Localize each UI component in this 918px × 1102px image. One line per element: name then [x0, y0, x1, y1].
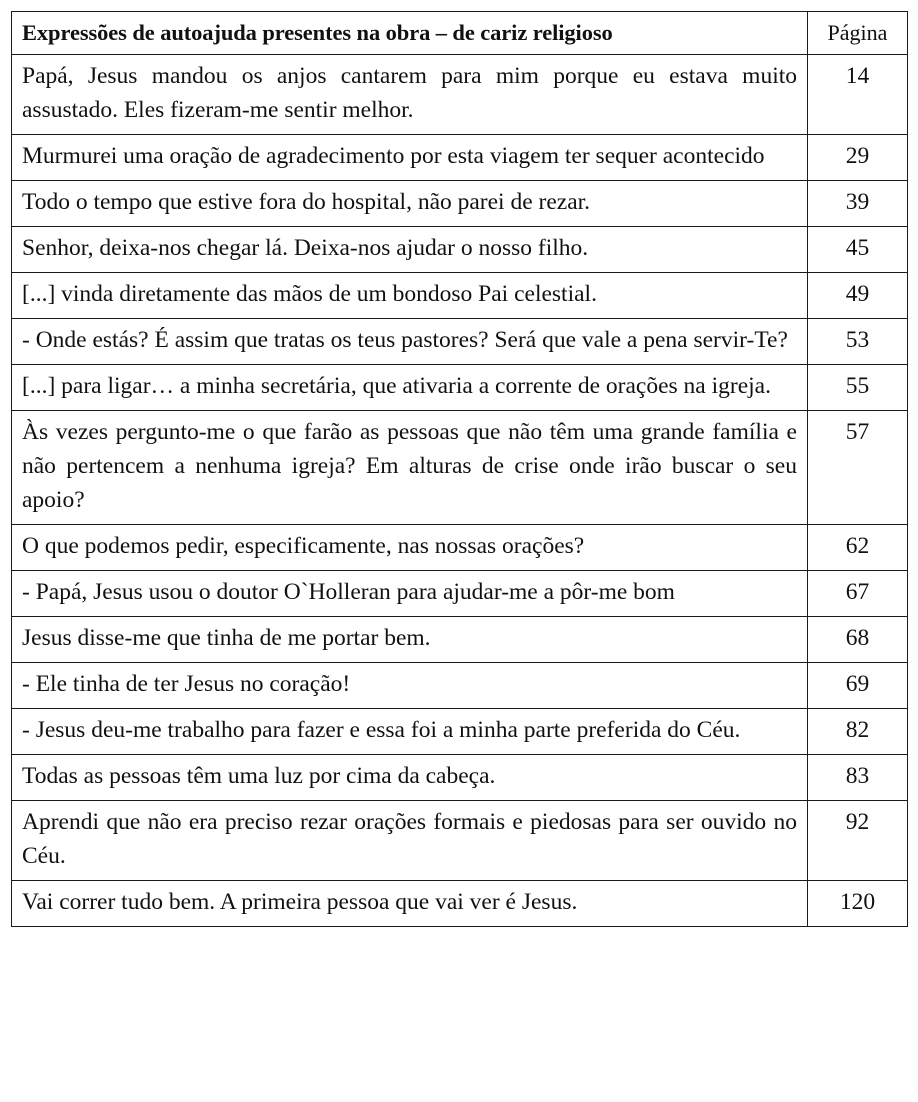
- table-header-row: [12, 12, 908, 55]
- expression-cell: Todas as pessoas têm uma luz por cima da cabeça.: [12, 755, 808, 801]
- table-row: [12, 227, 908, 273]
- page-number-cell: 82: [808, 709, 908, 755]
- expression-cell: - Ele tinha de ter Jesus no coração!: [12, 663, 808, 709]
- expression-cell: Jesus disse-me que tinha de me portar bem.: [12, 617, 808, 663]
- table-row: [12, 617, 908, 663]
- page-number-cell: 83: [808, 755, 908, 801]
- expression-cell: Às vezes pergunto-me o que farão as pessoas que não têm uma grande família e não pertencem a nenhuma igreja? Em alturas de crise onde irão buscar o seu apoio?: [12, 411, 808, 525]
- page-number-cell: 69: [808, 663, 908, 709]
- page-number-cell: 53: [808, 319, 908, 365]
- table-row: [12, 525, 908, 571]
- table-row: [12, 801, 908, 881]
- table-row: [12, 571, 908, 617]
- header-expressions: Expressões de autoajuda presentes na obra – de cariz religioso: [12, 12, 808, 55]
- expression-cell: [...] para ligar… a minha secretária, que ativaria a corrente de orações na igreja.: [12, 365, 808, 411]
- expression-cell: Aprendi que não era preciso rezar orações formais e piedosas para ser ouvido no Céu.: [12, 801, 808, 881]
- expression-cell: Todo o tempo que estive fora do hospital, não parei de rezar.: [12, 181, 808, 227]
- expression-cell: O que podemos pedir, especificamente, nas nossas orações?: [12, 525, 808, 571]
- page-number-cell: 57: [808, 411, 908, 525]
- table-row: [12, 135, 908, 181]
- table-row: [12, 755, 908, 801]
- page-number-cell: 29: [808, 135, 908, 181]
- table-row: [12, 273, 908, 319]
- expressions-table: [11, 11, 908, 927]
- table-row: [12, 663, 908, 709]
- page-number-cell: 14: [808, 55, 908, 135]
- expression-cell: Papá, Jesus mandou os anjos cantarem para mim porque eu estava muito assustado. Eles fizeram-me sentir melhor.: [12, 55, 808, 135]
- table-row: [12, 319, 908, 365]
- page-number-cell: 62: [808, 525, 908, 571]
- table-row: [12, 411, 908, 525]
- page-number-cell: 92: [808, 801, 908, 881]
- table-row: [12, 881, 908, 927]
- table-row: [12, 181, 908, 227]
- page-number-cell: 39: [808, 181, 908, 227]
- table-row: [12, 365, 908, 411]
- document-page: [11, 11, 907, 927]
- page-number-cell: 49: [808, 273, 908, 319]
- expression-cell: - Papá, Jesus usou o doutor O`Holleran para ajudar-me a pôr-me bom: [12, 571, 808, 617]
- page-number-cell: 68: [808, 617, 908, 663]
- expression-cell: - Jesus deu-me trabalho para fazer e essa foi a minha parte preferida do Céu.: [12, 709, 808, 755]
- table-row: [12, 709, 908, 755]
- page-number-cell: 67: [808, 571, 908, 617]
- expression-cell: Vai correr tudo bem. A primeira pessoa que vai ver é Jesus.: [12, 881, 808, 927]
- table-row: [12, 55, 908, 135]
- expression-cell: [...] vinda diretamente das mãos de um bondoso Pai celestial.: [12, 273, 808, 319]
- expression-cell: Murmurei uma oração de agradecimento por esta viagem ter sequer acontecido: [12, 135, 808, 181]
- expression-cell: Senhor, deixa-nos chegar lá. Deixa-nos ajudar o nosso filho.: [12, 227, 808, 273]
- header-page: Página: [808, 12, 908, 55]
- page-number-cell: 55: [808, 365, 908, 411]
- expression-cell: - Onde estás? É assim que tratas os teus pastores? Será que vale a pena servir-Te?: [12, 319, 808, 365]
- page-number-cell: 120: [808, 881, 908, 927]
- page-number-cell: 45: [808, 227, 908, 273]
